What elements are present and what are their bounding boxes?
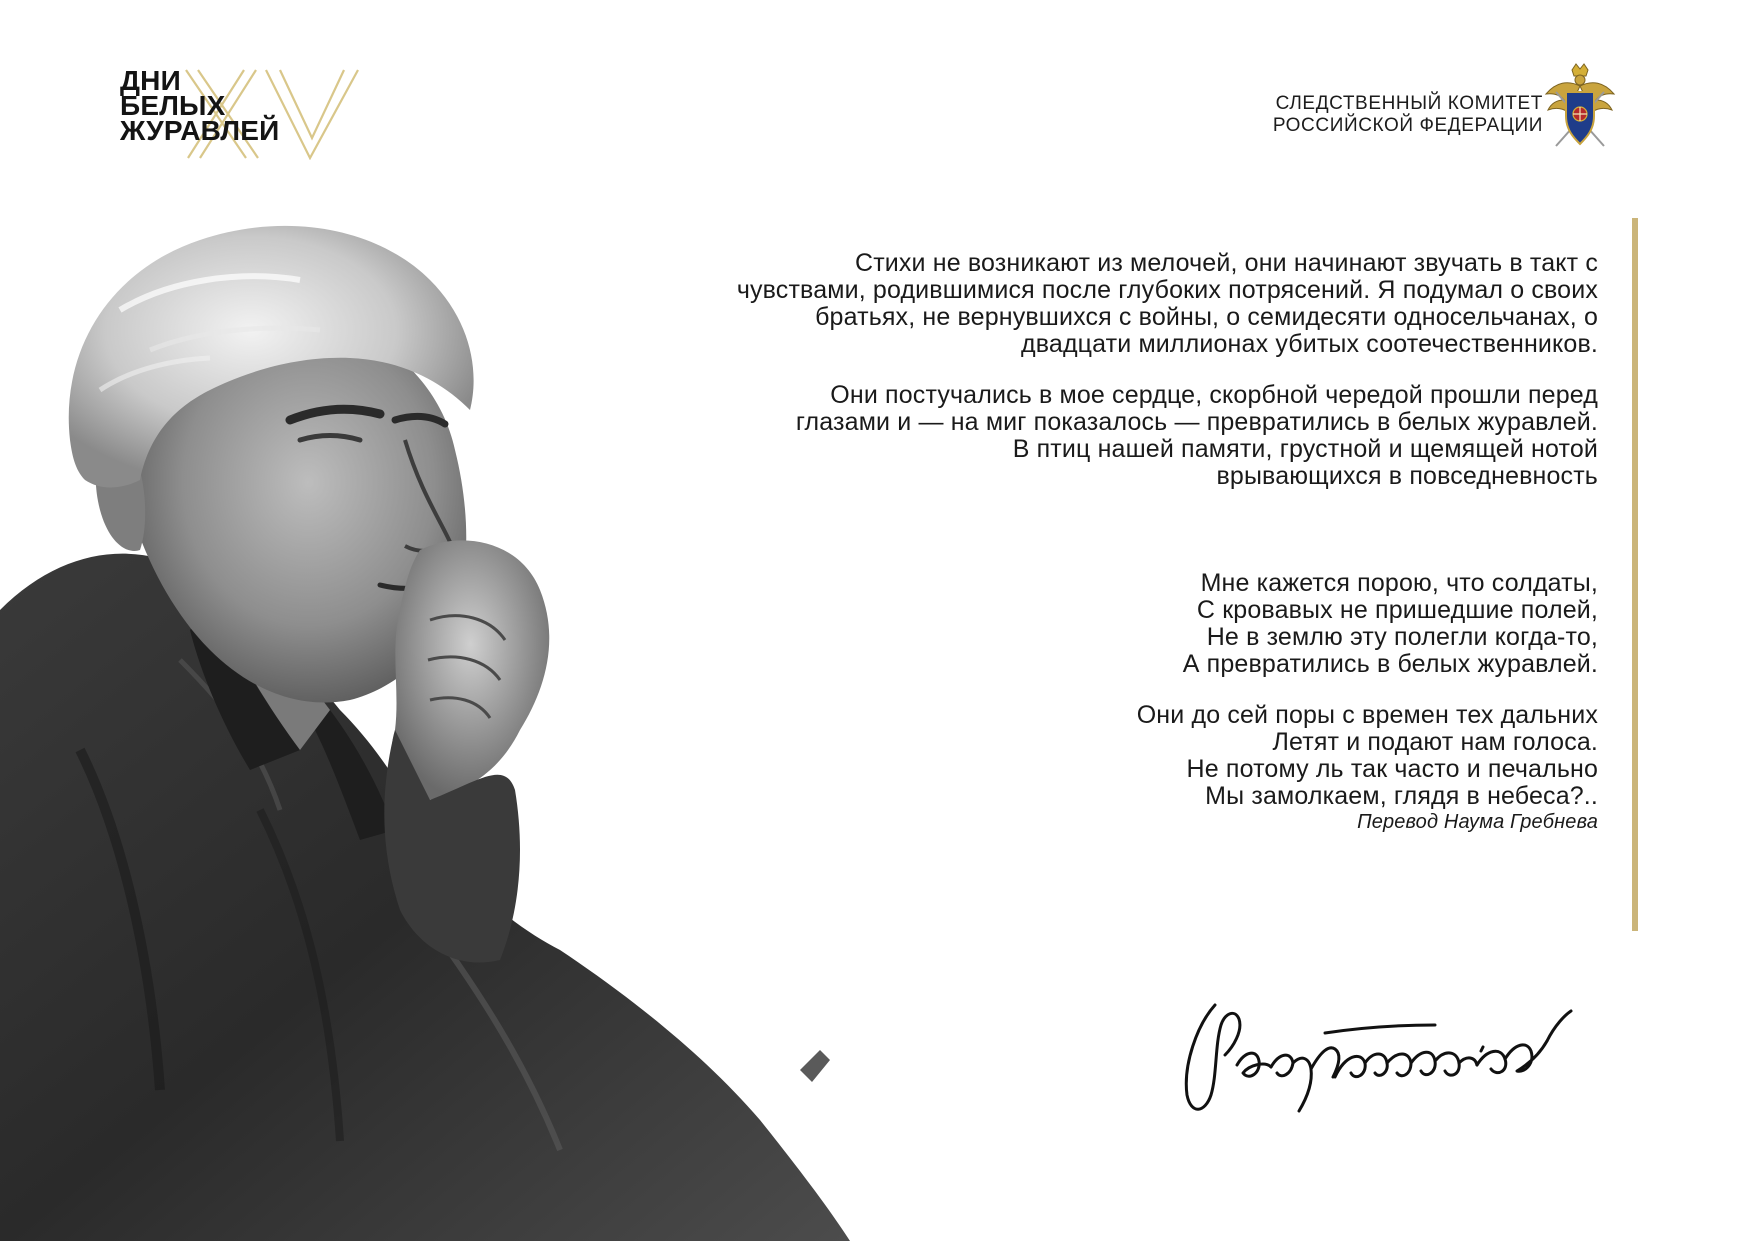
prose-line: глазами и — на миг показалось — превратились в белых журавлей. [795,408,1598,436]
festival-title-line3: ЖУРАВЛЕЙ [120,115,280,146]
author-signature [1175,985,1595,1125]
committee-name [1273,93,1543,137]
festival-title-line2: БЕЛЫХ [120,90,226,121]
poem-line: Не потому ль так часто и печально [1186,755,1598,783]
committee-name-line1: СЛЕДСТВЕННЫЙ КОМИТЕТ [1275,93,1543,114]
poem-line: Мы замолкаем, глядя в небеса?.. [1205,782,1598,810]
prose-line: братьях, не вернувшихся с войны, о семидесяти односельчанах, о [815,303,1598,331]
poem-line: Не в землю эту полегли когда-то, [1206,623,1598,651]
festival-title-line1: ДНИ [120,65,181,96]
poem-line: Мне кажется порою, что солдаты, [1200,569,1598,597]
poem-line: Они до сей поры с времен тех дальних [1136,701,1598,729]
festival-title [120,65,280,146]
poem-line: С кровавых не пришедшие полей, [1196,596,1598,624]
prose-line: чувствами, родившимися после глубоких потрясений. Я подумал о своих [736,276,1598,304]
prose-quote [458,250,1598,490]
gold-divider [1632,218,1638,931]
prose-line: врывающихся в повседневность [1216,462,1598,490]
translator-credit: Перевод Наума Гребнева [1357,811,1598,833]
poem-line: А превратились в белых журавлей. [1182,650,1598,678]
prose-line: В птиц нашей памяти, грустной и щемящей нотой [1012,435,1598,463]
prose-line: Они постучались в мое сердце, скорбной чередой прошли перед [830,381,1598,409]
poem-line: Летят и подают нам голоса. [1272,728,1598,756]
prose-line: Стихи не возникают из мелочей, они начинают звучать в такт с [854,249,1598,277]
quote-column [458,250,1598,834]
prose-paragraph-1 [458,250,1598,358]
prose-paragraph-2 [458,382,1598,490]
prose-line: двадцати миллионах убитых соотечественников. [1021,330,1598,358]
poem-stanza-2 [458,702,1598,810]
festival-logo [120,62,370,162]
committee-name-line2: РОССИЙСКОЙ ФЕДЕРАЦИИ [1272,115,1543,136]
eagle-shield-emblem-icon [1542,60,1618,152]
poem [458,570,1598,810]
poem-stanza-1 [458,570,1598,678]
